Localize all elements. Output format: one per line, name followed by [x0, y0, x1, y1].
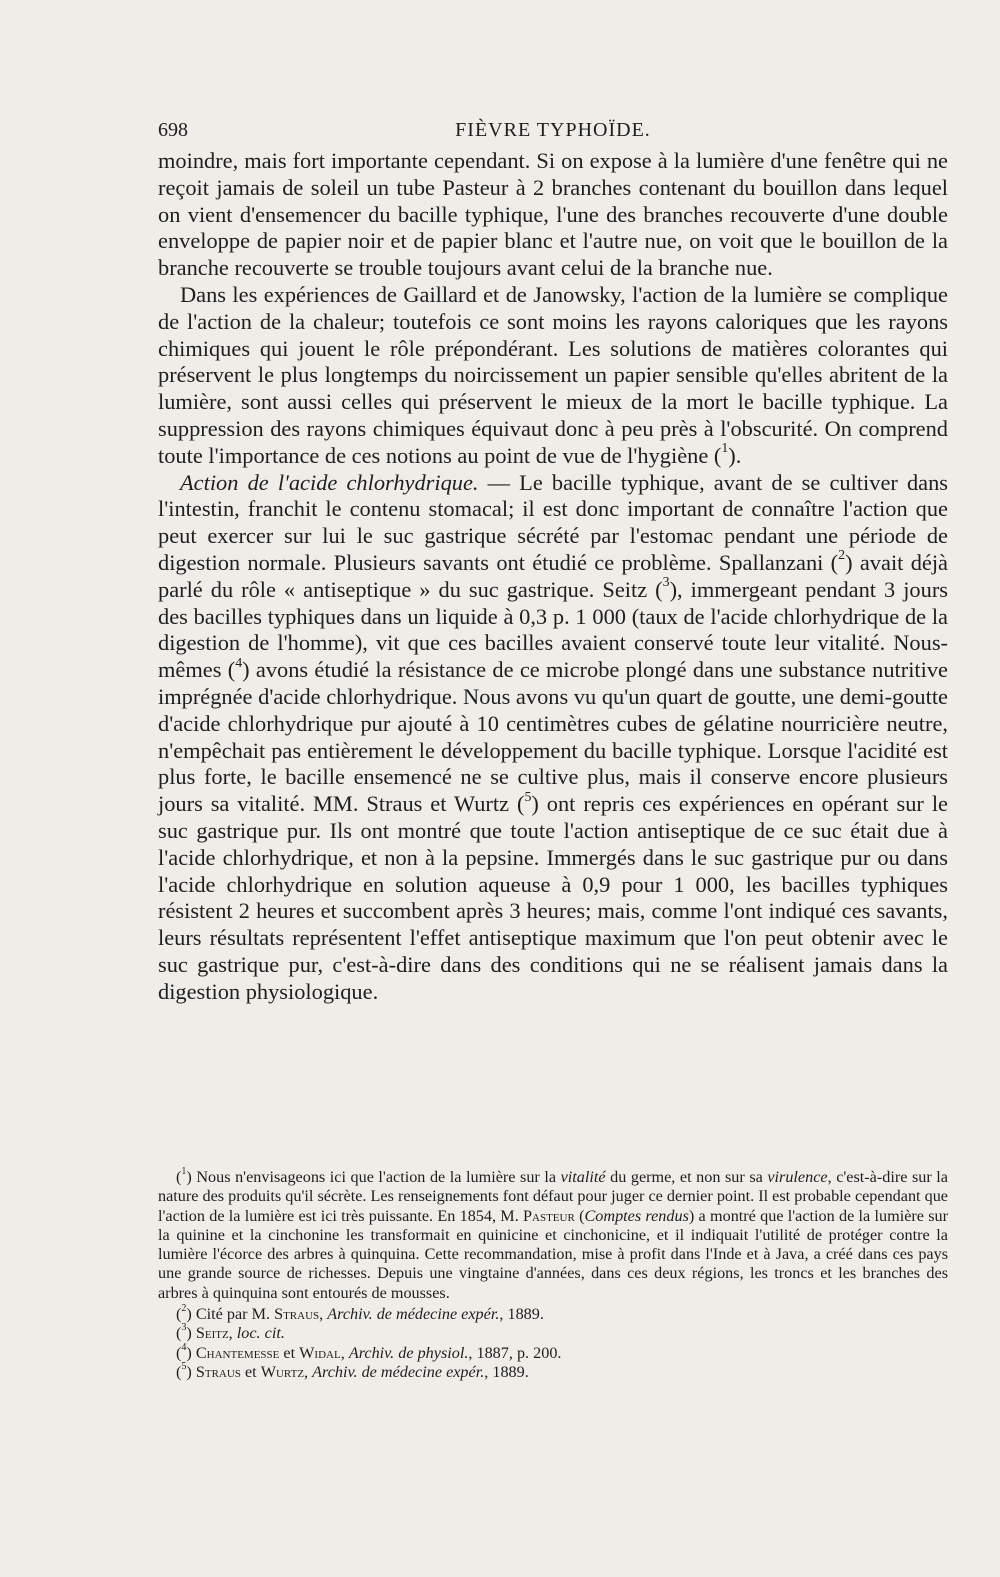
footnote-text: virulence — [767, 1168, 828, 1186]
footnote-3: ($^3$) Seitz, loc. cit. — [176, 1322, 285, 1343]
footnote-5: ($^5$) Straus et Wurtz, Archiv. de médecine expér., 1889. — [176, 1361, 529, 1381]
footnote-author: Chantemesse — [195, 1343, 280, 1362]
footnote-text: ) a montré que l'action de la lumière sur la quinine et la cinchonine les transformait en quinicine et cinchonicine, et il indiquait l'utilité de protéger contre la lumière l'écorce des arbres à quinquina. Cette recommandation, mise à profit dans l'Inde et à Java, a créé dans ces pays une grande source de richesses. Depuis une vingtaine d'années, dans ces deux régions, les troncs et les branches des arbres à quinquina sont entourés de mousses. — [158, 1206, 949, 1302]
running-title: FIÈVRE TYPHOÏDE. — [455, 119, 651, 141]
paragraph-text: avons étudié la résistance de ce microbe plongé dans une substance nutritive imprégnée d'acide chlorhydrique. Nous avons vu qu'un quart de goutte, une demi-goutte d'acide chlorhydrique pur ajouté à 10 centimètres cubes de gélatine nourricière neutre, n'empêchait pas entièrement le développement du bacille typhique. Lorsque l'acidité est plus forte, le bacille ensemencé ne se cultive plus, mais il conserve encore plusieurs jours sa vitalité. MM. Straus et Wurtz — [158, 657, 948, 817]
paragraph-text: , immergeant pendant 3 jours des bacilles typhiques dans un liquide à 0,3 p. 1 000 (taux de l'acide chlorhydrique de la digestion de l'homme), vit que ces bacilles avaient conservé toute leur vitalité. Nous-mêmes — [158, 576, 948, 683]
footnote-journal: Comptes rendus — [584, 1206, 689, 1225]
footnote-text: et — [279, 1343, 300, 1362]
paragraph-text: avait déjà parlé du rôle « antiseptique » du suc gastrique. Seitz — [158, 549, 948, 602]
footnotes — [158, 1168, 948, 1382]
footnote-author: Seitz — [195, 1324, 229, 1343]
footnote-mark: 4 — [181, 1341, 187, 1353]
footnote-journal: Archiv. de médecine expér. — [327, 1305, 500, 1324]
footnote-mark: 5 — [181, 1361, 187, 1373]
footnote-text: et — [240, 1362, 261, 1381]
body-text — [158, 148, 948, 1006]
footnote-mark: 2 — [181, 1303, 187, 1315]
footnote-text: vitalité — [560, 1168, 606, 1186]
paragraph-text: Dans les expériences de Gaillard et de Janowsky, l'action de la lumière se complique de l'action de la chaleur; toutefois ce sont moins les rayons caloriques que les rayons chimiques qui jouent le rôle prépondérant. Les solutions de matières colorantes qui préservent le plus longtemps du noircissement un papier sensible qu'elles abritent de la lumière, sont aussi celles qui préservent le mieux de la mort le bacille typhique. La suppression des rayons chimiques équivaut donc à peu près à l'obscurité. On comprend toute l'importance de ces notions au point de vue de l'hygiène — [158, 281, 948, 468]
footnote-ref: 1 — [721, 441, 729, 457]
footnote-text: Nous n'envisageons ici que l'action de la lumière sur la — [191, 1168, 561, 1186]
footnote-text: Cité par M. — [191, 1305, 275, 1324]
footnote-author: Pasteur — [523, 1206, 575, 1225]
footnote-text: , 1889. — [484, 1362, 529, 1381]
footnote-text: loc. cit. — [236, 1324, 285, 1343]
footnote-mark: 3 — [181, 1322, 187, 1334]
footnote-text: , — [228, 1324, 237, 1343]
footnote-text: , 1887, p. 200. — [468, 1343, 562, 1362]
footnote-text: ( — [574, 1206, 585, 1225]
paragraph-text: moindre, mais fort importante cependant. Si on expose à la lumière d'une fenêtre qui ne reçoit jamais de soleil un tube Pasteur à 2 branches contenant du bouillon dans lequel on vient d'ensemencer du bacille typhique, l'une des branches recouverte d'une double enveloppe de papier noir et de papier blanc et l'autre nue, on voit que le bouillon de la branche recouverte se trouble toujours avant celui de la branche nue. — [158, 148, 948, 281]
footnote-author: Wurtz — [260, 1362, 305, 1381]
section-heading: Action de l'acide chlorhydrique. — [180, 469, 479, 495]
page-number: 698 — [158, 119, 188, 141]
footnote-text: , — [340, 1343, 349, 1362]
footnote-author: Straus — [274, 1305, 320, 1324]
footnote-author: Widal — [299, 1343, 341, 1362]
paragraph-text: ont repris ces expériences en opérant sur le suc gastrique pur. Ils ont montré que toute l'action antiseptique de ce suc était due à l'acide chlorhydrique, et non à la pepsine. Immergés dans le suc gastrique pur ou dans l'acide chlorhydrique en solution aqueuse à 0,9 pour 1 000, les bacilles typhiques résistent 2 heures et succombent après 3 heures; mais, comme l'ont indiqué ces savants, leurs résultats représentent l'effet antiseptique maximum que l'on peut obtenir avec le suc gastrique pur, c'est-à-dire dans des conditions qui ne se réalisent jamais dans la digestion physiologique. — [158, 791, 948, 1004]
footnote-1: ($^1$) Nous n'envisageons ici que l'action de la lumière sur la vitalité du germe, et non sur sa virulence, c'est-à-dire sur la nature des produits qu'il sécrète. Les renseignements font défaut pour juger ce dernier point. Il est probable cependant que l'action de la lumière est ici très puissante. En 1854, M. Pasteur (Comptes rendus) a montré que l'action de la lumière sur la quinine et la cinchonine les transformait en quinicine et cinchonicine, et il indiquait l'utilité de protéger contre la lumière l'écorce des arbres à quinquina. Cette recommandation, mise à profit dans l'Inde et à Java, a créé dans ces pays une grande source de richesses. Depuis une vingtaine d'années, dans ces deux régions, les troncs et les branches des arbres à quinquina sont entourés de mousses. — [158, 1166, 949, 1302]
footnote-ref: 3 — [662, 575, 670, 591]
running-header — [158, 119, 948, 147]
paragraph-light-experiment — [158, 148, 948, 282]
paragraph-hydrochloric-acid: Action de l'acide chlorhydrique. — Le bacille typhique, avant de se cultiver dans l'intestin, franchit le contenu stomacal; il est donc important de connaître l'action que peut exercer sur lui le suc gastrique sécrété par l'estomac pendant une période de digestion normale. Plusieurs savants ont étudié ce problème. Spallanzani ($^2$) avait déjà parlé du rôle « antiseptique » du suc gastrique. Seitz ($^3$), immergeant pendant 3 jours des bacilles typhiques dans un liquide à 0,3 p. 1 000 (taux de l'acide chlorhydrique de la digestion de l'homme), vit que ces bacilles avaient conservé toute leur vitalité. Nous-mêmes ($^4$) avons étudié la résistance de ce microbe plongé dans une substance nutritive imprégnée d'acide chlorhydrique. Nous avons vu qu'un quart de goutte, une demi-goutte d'acide chlorhydrique pur ajouté à 10 centimètres cubes de gélatine nourricière neutre, n'empêchait pas entièrement le développement du bacille typhique. Lorsque l'acidité est plus forte, le bacille ensemencé ne se cultive plus, mais il conserve encore plusieurs jours sa vitalité. MM. Straus et Wurtz ($^5$) ont repris ces expériences en opérant sur le suc gastrique pur. Ils ont montré que toute l'action antiseptique de ce suc était due à l'acide chlorhydrique, et non à la pepsine. Immergés dans le suc gastrique pur ou dans l'acide chlorhydrique en solution aqueuse à 0,9 pour 1 000, les bacilles typhiques résistent 2 heures et succombent après 3 heures; mais, comme l'ont indiqué ces savants, leurs résultats représentent l'effet antiseptique maximum que l'on peut obtenir avec le suc gastrique pur, c'est-à-dire dans des conditions qui ne se réalisent jamais dans la digestion physiologique. — [158, 469, 949, 1004]
footnote-journal: Archiv. de physiol. — [348, 1343, 469, 1362]
footnote-text: , — [304, 1362, 313, 1381]
heading-dash: — — [478, 469, 520, 495]
footnote-4: ($^4$) Chantemesse et Widal, Archiv. de physiol., 1887, p. 200. — [176, 1341, 562, 1362]
paragraph-text: . — [735, 442, 742, 468]
footnote-mark: 1 — [181, 1166, 187, 1178]
footnote-journal: Archiv. de médecine expér. — [312, 1362, 485, 1381]
footnote-ref: 4 — [235, 655, 243, 671]
footnote-ref: 2 — [838, 548, 846, 564]
footnote-ref: 5 — [524, 789, 532, 805]
footnote-text: du germe, et non sur sa — [605, 1168, 768, 1186]
footnote-text: , 1889. — [499, 1305, 544, 1324]
paragraph-text: Le bacille typhique, avant de se cultiver dans l'intestin, franchit le contenu stomacal; il est donc important de connaître l'action que peut exercer sur lui le suc gastrique sécrété par l'estomac pendant une période de digestion normale. Plusieurs savants ont étudié ce problème. Spallanzani — [158, 469, 949, 575]
footnote-text: , c'est-à-dire sur la nature des produits qu'il sécrète. Les renseignements font défaut pour juger ce dernier point. Il est probable cependant que l'action de la lumière est ici très puissante. En 1854, M. — [158, 1168, 948, 1225]
paragraph-gaillard-janowsky: Dans les expériences de Gaillard et de Janowsky, l'action de la lumière se complique de l'action de la chaleur; toutefois ce sont moins les rayons caloriques que les rayons chimiques qui jouent le rôle prépondérant. Les solutions de matières colorantes qui préservent le plus longtemps du noircissement un papier sensible qu'elles abritent de la lumière, sont aussi celles qui préservent le mieux de la mort le bacille typhique. La suppression des rayons chimiques équivaut donc à peu près à l'obscurité. On comprend toute l'importance de ces notions au point de vue de l'hygiène ($^1$). — [158, 281, 948, 468]
footnote-text: , — [319, 1305, 328, 1324]
footnote-2: ($^2$) Cité par M. Straus, Archiv. de médecine expér., 1889. — [176, 1303, 544, 1324]
footnote-author: Straus — [195, 1362, 241, 1381]
